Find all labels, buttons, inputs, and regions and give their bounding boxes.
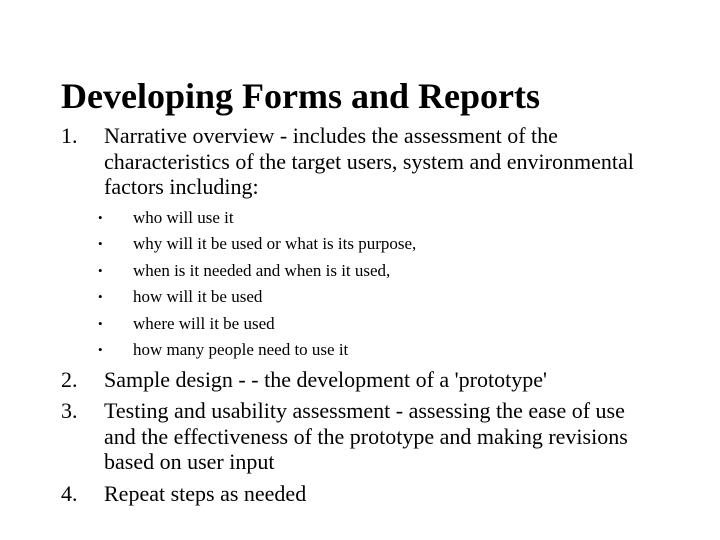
bullet-text: why will it be used or what is its purpose, bbox=[133, 234, 417, 254]
bullet-text: when is it needed and when is it used, bbox=[133, 260, 391, 280]
step-number: 3. bbox=[61, 398, 78, 423]
list-item bbox=[98, 311, 416, 337]
step-text: Repeat steps as needed bbox=[104, 481, 307, 506]
list-item bbox=[98, 284, 416, 310]
step-number: 2. bbox=[61, 367, 78, 392]
step-text: Sample design - - the development of a 'prototype' bbox=[104, 367, 547, 392]
list-item bbox=[98, 337, 416, 363]
step-text: Testing and usability assessment - assessing the ease of use and the effectiveness of the prototype and making revisions based on user input bbox=[104, 398, 628, 474]
step-3 bbox=[61, 398, 661, 475]
step-number: 1. bbox=[61, 123, 78, 148]
step-2 bbox=[61, 367, 661, 393]
list-item bbox=[98, 258, 416, 284]
step-1-bullet-list bbox=[98, 205, 416, 363]
bullet-text: where will it be used bbox=[133, 313, 275, 333]
bullet-icon: • bbox=[98, 341, 103, 357]
bullet-icon: • bbox=[98, 262, 103, 278]
list-item bbox=[98, 231, 416, 257]
bullet-icon: • bbox=[98, 236, 103, 252]
bullet-icon: • bbox=[98, 315, 103, 331]
slide-title: Developing Forms and Reports bbox=[61, 76, 540, 116]
bullet-icon: • bbox=[98, 210, 103, 225]
bullet-text: how many people need to use it bbox=[133, 339, 349, 359]
step-text: Narrative overview - includes the assessment of the characteristics of the target users, system and environmental factors including: bbox=[104, 123, 634, 199]
step-1 bbox=[61, 123, 661, 200]
bullet-text: how will it be used bbox=[133, 287, 263, 307]
bullet-icon: • bbox=[98, 289, 103, 305]
bullet-text: who will use it bbox=[133, 208, 234, 227]
step-4 bbox=[61, 481, 661, 507]
list-item bbox=[98, 205, 416, 231]
step-number: 4. bbox=[61, 481, 78, 506]
